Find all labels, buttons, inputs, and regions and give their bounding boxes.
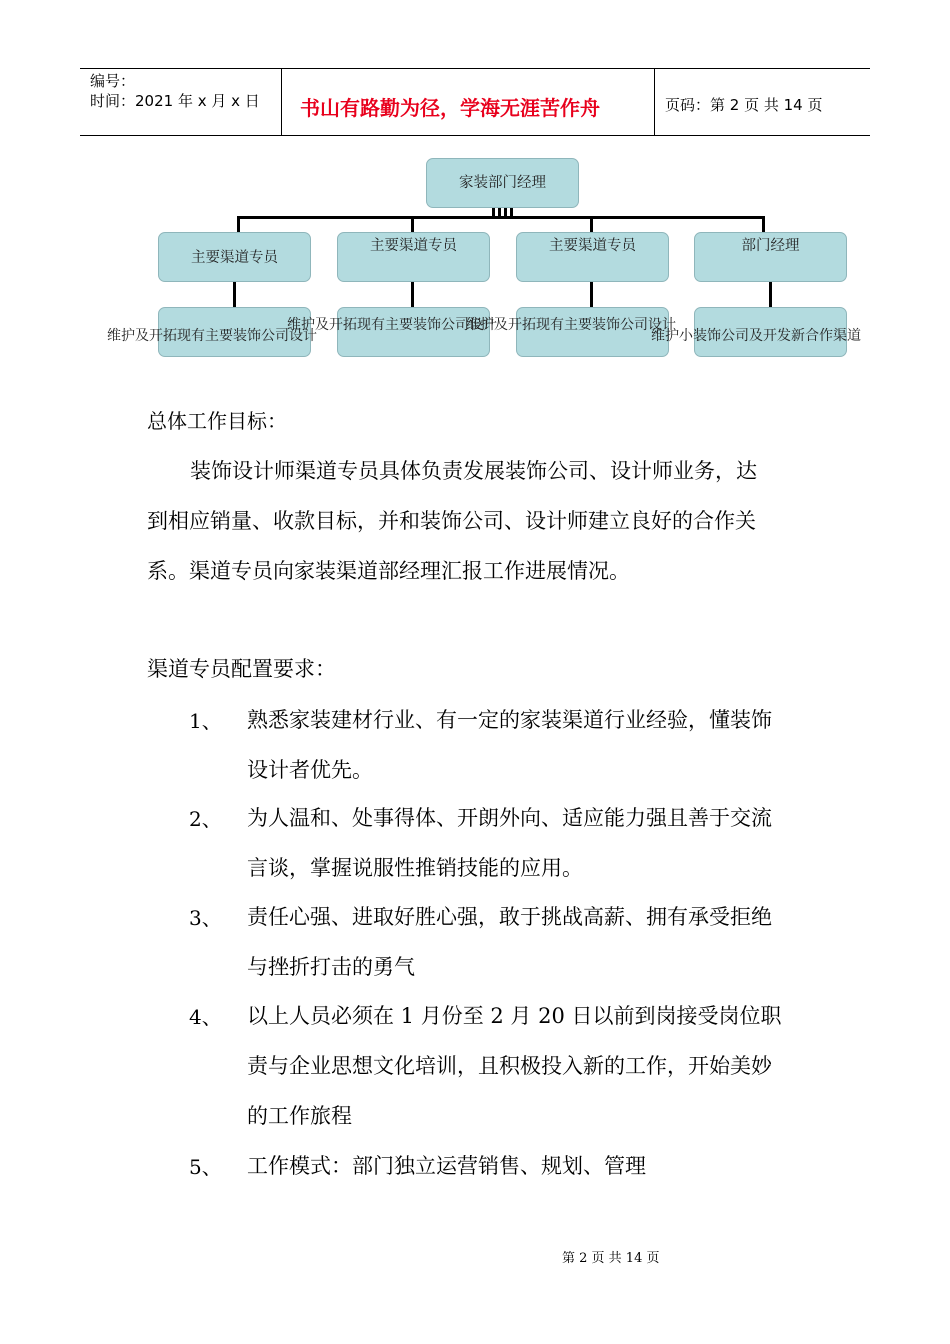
- header-page-info: 页码：第 2 页 共 14 页: [665, 96, 823, 114]
- list-item-number: 2、: [189, 807, 222, 831]
- list-item-line: 为人温和、处事得体、开朗外向、适应能力强且善于交流: [247, 806, 772, 830]
- header-divider-left: [281, 69, 282, 136]
- header-bottom-rule: [80, 135, 870, 136]
- org-connector: [762, 216, 765, 233]
- org-node-top: 家装部门经理: [426, 158, 579, 208]
- org-node-channel-1: 主要渠道专员: [158, 232, 311, 282]
- org-connector: [411, 282, 414, 307]
- section-heading-goals: 总体工作目标：: [147, 409, 287, 433]
- goals-paragraph-line: 到相应销量、收款目标，并和装饰公司、设计师建立良好的合作关: [147, 509, 756, 533]
- list-item-line: 熟悉家装建材行业、有一定的家装渠道行业经验，懂装饰: [247, 708, 772, 732]
- header-divider-right: [654, 69, 655, 136]
- org-connector: [411, 216, 414, 233]
- list-item-line: 设计者优先。: [247, 758, 373, 782]
- list-item-number: 1、: [189, 709, 222, 733]
- doc-number-label: 编号：: [90, 72, 136, 90]
- goals-paragraph-line: 系。渠道专员向家装渠道部经理汇报工作进展情况。: [147, 559, 630, 583]
- list-item-line: 的工作旅程: [247, 1104, 352, 1128]
- org-task-label-1: 维护及开拓现有主要装饰公司设计: [107, 328, 317, 344]
- header-motto: 书山有路勤为径，学海无涯苦作舟: [300, 96, 600, 120]
- list-item-number: 5、: [189, 1155, 222, 1179]
- org-connector: [590, 282, 593, 307]
- list-item-line: 工作模式：部门独立运营销售、规划、管理: [247, 1154, 646, 1178]
- org-connector: [590, 216, 593, 233]
- list-item-line: 责与企业思想文化培训，且积极投入新的工作，开始美妙: [247, 1054, 772, 1078]
- org-task-label-2: 维护及开拓现有主要装饰公司设计: [287, 317, 497, 333]
- list-item-line: 以上人员必须在 1 月份至 2 月 20 日以前到岗接受岗位职: [247, 1004, 782, 1028]
- list-item-line: 言谈，掌握说服性推销技能的应用。: [247, 856, 583, 880]
- org-connector: [237, 216, 240, 233]
- section-heading-requirements: 渠道专员配置要求：: [147, 657, 336, 681]
- org-connector: [769, 282, 772, 307]
- goals-paragraph-line: 装饰设计师渠道专员具体负责发展装饰公司、设计师业务，达: [190, 459, 757, 483]
- doc-time-label: 时间：2021 年 x 月 x 日: [90, 92, 260, 110]
- org-node-dept-manager: 部门经理: [694, 232, 847, 282]
- org-task-label-3: 维护及开拓现有主要装饰公司设计: [466, 317, 676, 333]
- page-footer: 第 2 页 共 14 页: [562, 1251, 660, 1266]
- org-connector: [233, 282, 236, 307]
- org-node-channel-2: 主要渠道专员: [337, 232, 490, 282]
- org-connector-bar: [237, 216, 765, 219]
- header-top-rule: [80, 68, 870, 69]
- list-item-number: 4、: [189, 1005, 222, 1029]
- org-node-channel-3: 主要渠道专员: [516, 232, 669, 282]
- org-task-label-4: 维护小装饰公司及开发新合作渠道: [651, 328, 861, 344]
- list-item-number: 3、: [189, 906, 222, 930]
- list-item-line: 与挫折打击的勇气: [247, 955, 415, 979]
- list-item-line: 责任心强、进取好胜心强，敢于挑战高薪、拥有承受拒绝: [247, 905, 772, 929]
